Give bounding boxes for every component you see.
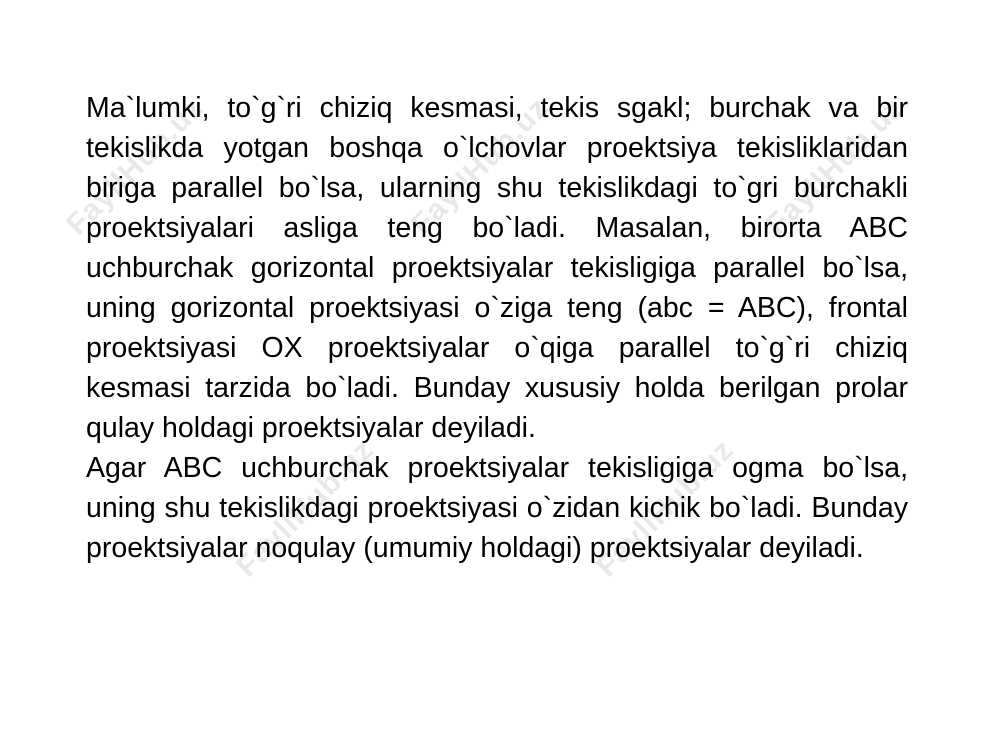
watermark-1: FayllHub.uz	[60, 91, 211, 242]
watermark-4	[0, 433, 1, 584]
watermark-2: FayllHub.uz	[405, 91, 556, 242]
watermark-5: FayllHub.uz	[230, 433, 381, 584]
paragraph-1: Ma`lumki, to`g`ri chiziq kesmasi, tekis sgakl; burchak va bir tekislikda yotgan boshqa o`lchovlar proektsiya tekisliklaridan biriga parallel bo`lsa, ularning shu tekislikdagi to`gri burchakli proektsiyalari asliga teng bo`ladi. Masalan, birorta ABC uchburchak gorizontal proektsiyalar tekisligiga parallel bo`lsa, uning gorizontal proektsiyasi o`ziga teng (abc = ABC), frontal proektsiyasi OX proektsiyalar o`qiga parallel to`g`ri chiziq kesmasi tarzida bo`ladi. Bunday xususiy holda berilgan prolar qulay holdagi proektsiyalar deyiladi.	[86, 92, 908, 444]
watermark-3: FayllHub.uz	[760, 91, 911, 242]
text-body	[86, 88, 908, 568]
paragraph-2: Agar ABC uchburchak proektsiyalar tekisligiga ogma bo`lsa, uning shu tekislikdagi proektsiyasi o`zidan kichik bo`ladi. Bunday proektsiyalar noqulay (umumiy holdagi) proektsiyalar deyiladi.	[86, 452, 908, 564]
watermark-6: FayllHub.uz	[590, 433, 741, 584]
